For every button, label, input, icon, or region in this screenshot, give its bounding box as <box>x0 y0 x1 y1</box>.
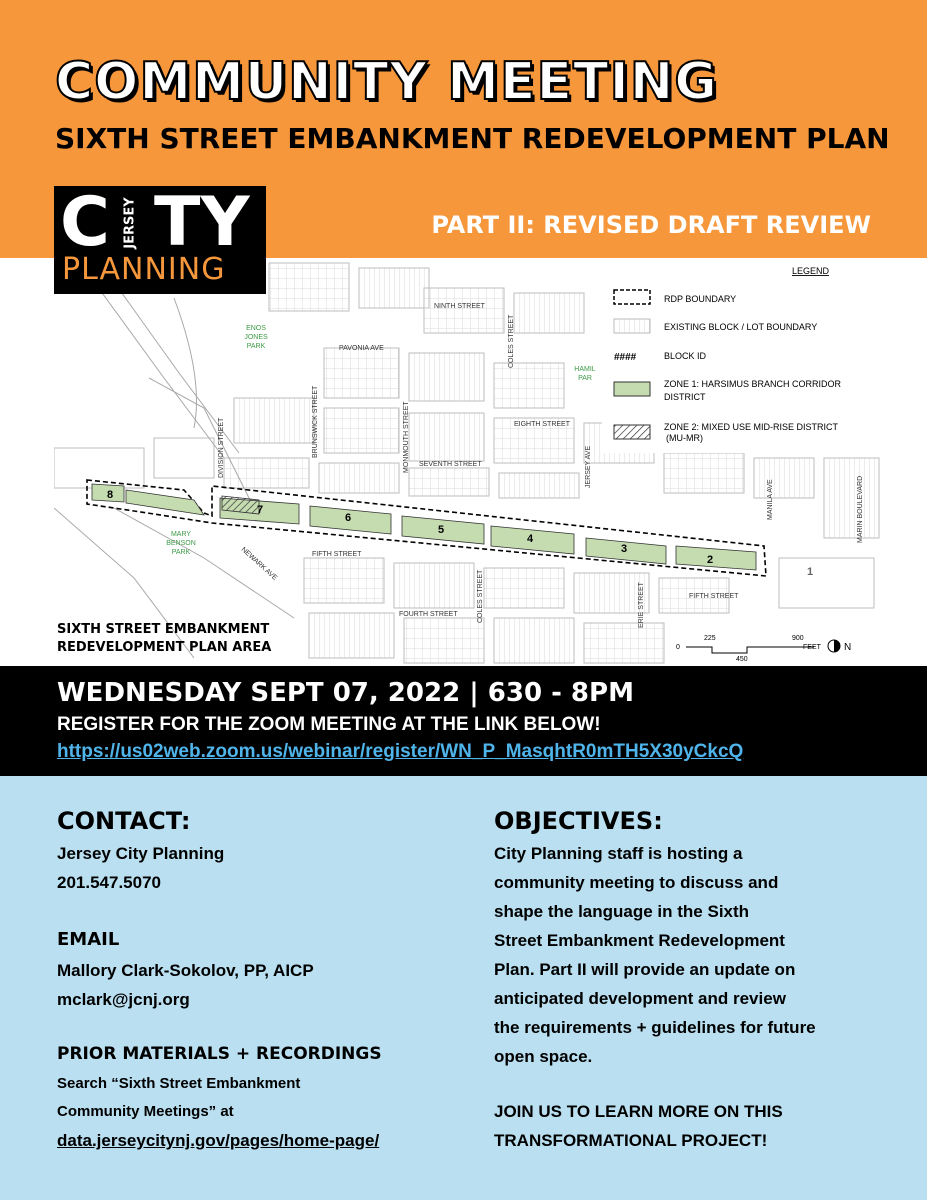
park-enos-2: JONES <box>244 334 268 341</box>
park-mary-1: MARY <box>170 531 192 538</box>
svg-text:900: 900 <box>792 635 804 642</box>
objectives-line: the requirements + guidelines for future <box>494 1018 816 1037</box>
label-coles-street-s: COLES STREET <box>477 569 484 623</box>
area-label-line-2: REDEVELOPMENT PLAN AREA <box>57 640 272 655</box>
label-seventh-street: SEVENTH STREET <box>419 461 482 468</box>
block-id-1: 1 <box>806 566 814 578</box>
park-enos-1: ENOS <box>246 325 266 332</box>
legend-block-symbol: #### <box>614 352 637 363</box>
join-us-line-1: JOIN US TO LEARN MORE ON THIS <box>494 1102 783 1121</box>
objectives-line: community meeting to discuss and <box>494 873 779 892</box>
block-id-3: 3 <box>620 543 628 555</box>
page-subtitle: SIXTH STREET EMBANKMENT REDEVELOPMENT PLAN <box>55 122 890 155</box>
logo-planning: PLANNING <box>62 252 226 287</box>
block-id-5: 5 <box>437 524 445 536</box>
block-id-4: 4 <box>526 533 534 545</box>
park-hamil-1: HAMIL <box>574 366 596 373</box>
prior-text-2: Community Meetings” at <box>57 1103 234 1120</box>
event-date: WEDNESDAY SEPT 07, 2022 | 630 - 8PM <box>57 678 634 708</box>
map-area-label <box>57 621 271 657</box>
label-fifth-street-e: FIFTH STREET <box>689 593 739 600</box>
svg-text:450: 450 <box>736 656 748 663</box>
legend-zone2-a: ZONE 2: MIXED USE MID-RISE DISTRICT <box>664 422 839 432</box>
map-block <box>269 263 349 311</box>
label-coles-street-n: COLES STREET <box>508 314 515 368</box>
map-block <box>319 463 399 493</box>
map-block <box>309 613 394 658</box>
block-8b-shape <box>126 490 204 515</box>
legend-zone2-b: (MU-MR) <box>666 433 703 443</box>
map-block <box>304 558 384 603</box>
map-block <box>514 293 584 333</box>
email-address[interactable]: mclark@jcnj.org <box>57 990 190 1009</box>
page-title: COMMUNITY MEETING <box>55 52 718 112</box>
objectives-line: shape the language in the Sixth <box>494 902 750 921</box>
label-eighth-street: EIGHTH STREET <box>514 421 571 428</box>
map-block <box>664 453 744 493</box>
map-block <box>499 473 579 498</box>
map-block <box>154 438 214 478</box>
legend-zone1-a: ZONE 1: HARSIMUS BRANCH CORRIDOR <box>664 379 842 389</box>
contact-org: Jersey City Planning <box>57 844 225 863</box>
legend-zone1-b: DISTRICT <box>664 392 706 402</box>
join-us-line-2: TRANSFORMATIONAL PROJECT! <box>494 1131 768 1150</box>
objectives-line: anticipated development and review <box>494 989 786 1008</box>
map-block <box>494 363 564 408</box>
objectives-line: City Planning staff is hosting a <box>494 844 743 863</box>
map-block <box>409 413 484 461</box>
label-pavonia-ave: PAVONIA AVE <box>339 345 384 352</box>
zoom-register-link[interactable]: https://us02web.zoom.us/webinar/register/WN_P_MasqhtR0mTH5X30yCkcQ <box>57 741 744 762</box>
block-id-7: 7 <box>256 504 264 516</box>
legend-lot: EXISTING BLOCK / LOT BOUNDARY <box>664 322 818 332</box>
map-block <box>424 288 504 333</box>
legend-zone2-swatch <box>614 425 650 439</box>
label-brunswick-street: BRUNSWICK STREET <box>312 385 319 458</box>
legend-block-id: BLOCK ID <box>664 351 707 361</box>
map-block <box>484 568 564 608</box>
jersey-city-planning-logo <box>54 183 266 294</box>
label-monmouth-street: MONMOUTH STREET <box>403 401 410 473</box>
block-id-6: 6 <box>344 512 352 524</box>
logo-c: C <box>60 183 110 262</box>
prior-text-1: Search “Sixth Street Embankment <box>57 1075 301 1092</box>
map-block <box>359 268 429 308</box>
contact-heading: CONTACT: <box>57 807 191 835</box>
park-mary-3: PARK <box>171 549 191 556</box>
block-2-shape <box>676 546 756 570</box>
register-text: REGISTER FOR THE ZOOM MEETING AT THE LINK BELOW! <box>57 714 601 735</box>
label-erie-street: ERIE STREET <box>638 582 645 628</box>
svg-text:N: N <box>844 642 852 653</box>
svg-text:FEET: FEET <box>803 644 821 651</box>
map-legend <box>602 263 880 453</box>
map-block <box>234 398 314 443</box>
label-newark-ave: NEWARK AVE <box>239 546 279 582</box>
part-heading: PART II: REVISED DRAFT REVIEW <box>431 211 871 239</box>
objectives-line: open space. <box>494 1047 593 1066</box>
legend-title: LEGEND <box>792 266 830 276</box>
map-block <box>404 618 484 663</box>
map-block <box>394 563 474 608</box>
label-manila-ave: MANILA AVE <box>767 479 774 520</box>
objectives-heading: OBJECTIVES: <box>494 807 663 835</box>
map-block <box>409 353 484 401</box>
svg-text:JERSEY: JERSEY <box>122 197 138 249</box>
park-enos-3: PARK <box>246 343 266 350</box>
site-map <box>54 258 880 666</box>
map-block <box>754 458 814 498</box>
prior-materials-heading: PRIOR MATERIALS + RECORDINGS <box>57 1044 382 1064</box>
map-block <box>324 348 399 398</box>
label-marin-boulevard: MARIN BOULEVARD <box>857 475 864 543</box>
legend-zone1-swatch <box>614 382 650 396</box>
map-block <box>584 623 664 663</box>
label-ninth-street: NINTH STREET <box>434 303 485 310</box>
logo-jersey <box>111 196 149 250</box>
map-block <box>779 558 874 608</box>
label-fourth-street: FOURTH STREET <box>399 611 458 618</box>
objectives-line: Plan. Part II will provide an update on <box>494 960 796 979</box>
block-id-2: 2 <box>706 554 714 566</box>
contact-phone: 201.547.5070 <box>57 873 161 892</box>
email-name: Mallory Clark-Sokolov, PP, AICP <box>57 961 314 980</box>
park-hamil-2: PAR <box>578 375 592 382</box>
block-id-8: 8 <box>106 489 114 501</box>
legend-lot-swatch <box>614 319 650 333</box>
scale-bar <box>676 635 851 663</box>
map-block <box>824 458 879 538</box>
label-fifth-street-w: FIFTH STREET <box>312 551 362 558</box>
area-label-line-1: SIXTH STREET EMBANKMENT <box>57 622 270 637</box>
email-heading: EMAIL <box>57 929 120 950</box>
svg-text:0: 0 <box>676 644 680 651</box>
logo-ty: TY <box>154 183 250 262</box>
legend-rdp: RDP BOUNDARY <box>664 294 737 304</box>
map-block <box>494 618 574 663</box>
map-block <box>324 408 399 453</box>
label-division-street: DIVISION STREET <box>218 417 225 478</box>
label-jersey-ave: JERSEY AVE <box>585 445 592 488</box>
objectives-line: Street Embankment Redevelopment <box>494 931 785 950</box>
park-mary-2: BENSON <box>166 540 196 547</box>
map-block <box>409 468 489 496</box>
svg-text:225: 225 <box>704 635 716 642</box>
prior-materials-link[interactable]: data.jerseycitynj.gov/pages/home-page/ <box>57 1131 380 1150</box>
zone-1-blocks <box>92 484 756 570</box>
